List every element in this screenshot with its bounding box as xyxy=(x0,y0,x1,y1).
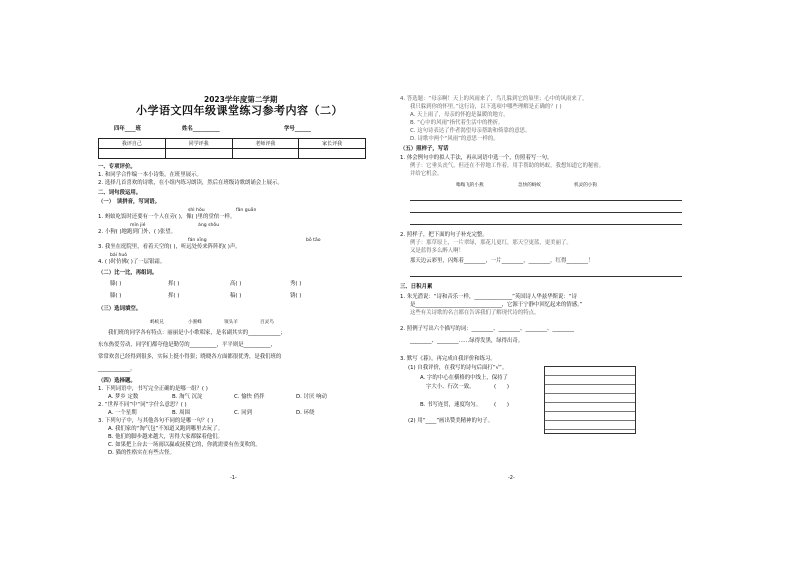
info-name: 姓名__________ xyxy=(182,126,220,132)
pinyin: bō tāo xyxy=(306,238,321,243)
mc-option: D. 环绕 xyxy=(296,410,315,416)
pinyin: fán xīng xyxy=(188,238,207,243)
eval-header-self: 我评自己 xyxy=(99,139,166,149)
recall-question: 1. 朱光潜说：“诗和音乐一样，______________”英国诗人华兹华斯说：“诗 xyxy=(400,294,577,300)
checkbox[interactable]: ( ) xyxy=(494,384,509,390)
fill-paragraph: ____________。 xyxy=(98,366,136,372)
writing-question: 那天边云彩里，闪烁着________，一片________，________，红得________！ xyxy=(410,258,594,264)
mc-option: A. 天上雨了，母亲的怀抱是温暖的地方。 xyxy=(410,112,509,118)
header-year: 2023学年度第二学期 xyxy=(204,95,278,104)
compare-cell: 秀( ) xyxy=(290,281,302,287)
mc-question: 1. 下列词语中，书写完全正确的是哪一组？( ) xyxy=(98,386,208,392)
subsection-5-title: （五）照样子，写话 xyxy=(400,146,449,152)
question-text: 我只躲到你的怀里。”这行诗，以下选项中哪些理解是正确的？( ) xyxy=(410,104,562,110)
self-eval-item: B. 书写连贯，速度均匀。 xyxy=(420,402,482,408)
pinyin: mǐn jié xyxy=(130,223,146,228)
pinyin-question: 3. 我坐在庭院里，看着天空的( )，听远处传来阵阵的( )声。 xyxy=(98,244,241,250)
word-choice: 领头羊 xyxy=(224,320,238,325)
eval-cell[interactable] xyxy=(165,149,232,159)
answer-line[interactable] xyxy=(410,212,682,213)
pinyin: shì hòu xyxy=(188,208,205,213)
info-grade: 四年____班 xyxy=(114,126,141,132)
info-id: 学号______ xyxy=(284,126,311,132)
mc-option: D. 讨厌 响动 xyxy=(296,394,327,400)
pinyin: áng shǒu xyxy=(198,223,220,228)
checkbox[interactable]: ( ) xyxy=(494,402,509,408)
page-title: 小学语文四年级课堂练习参考内容（二） xyxy=(136,104,343,117)
eval-header-parent: 家长评我 xyxy=(299,139,366,149)
pinyin-question: 4. ( )时仿佛( )了一层银霜。 xyxy=(98,259,166,265)
self-eval-item: 字大小、行次一致。 xyxy=(426,384,475,390)
pinyin: bái huò xyxy=(110,253,128,258)
self-eval-prompt: (2) 用“____”画出赞美精神的句子。 xyxy=(408,418,494,424)
mc-option: D. 诗歌中两个“风雨”的意思一样的。 xyxy=(410,136,499,142)
writing-example: 并给它机会。 xyxy=(410,171,443,177)
answer-line[interactable] xyxy=(410,200,682,201)
mc-option: A. 梦乡 定数 xyxy=(108,394,139,400)
compare-cell: 稿( ) xyxy=(230,293,242,299)
eval-cell[interactable] xyxy=(299,149,366,159)
writing-example: 例子：它垂头丧气，但还在不停地工作着，用手帮助的蚂蚁，我想知道它的秘密。 xyxy=(410,163,605,169)
section-1-title: 一、专项评价。 xyxy=(98,164,136,170)
mc-option: B. 周围 xyxy=(172,410,190,416)
mc-option: B. 他们的脚步越来越大，害得大家都躲着他们。 xyxy=(108,434,223,440)
subsection-4-title: （四）选择题。 xyxy=(98,378,136,384)
page-number: -1- xyxy=(230,475,237,481)
eval-cell[interactable] xyxy=(232,149,299,159)
compare-cell: 锈( ) xyxy=(290,293,302,299)
fill-paragraph: 我们班的同学各有特点：丽丽是小小歌唱家，是名副其实的____________； xyxy=(108,330,286,336)
mc-option: C. 同到 xyxy=(234,410,252,416)
page-number: -2- xyxy=(508,475,515,481)
right-page xyxy=(398,0,688,562)
fill-paragraph: 东东热爱劳动，同学们都夸他是勤劳的__________，平平则是__________， xyxy=(98,342,276,348)
recall-question: 2. 照例子写出六个描写的词：________、________、________、________ xyxy=(400,326,574,332)
writing-example: 又是蓝得多么醉人啊！ xyxy=(410,248,464,254)
word-choice: 嗡嗡飞的小燕 xyxy=(456,183,484,188)
answer-line[interactable] xyxy=(410,276,682,277)
eval-cell[interactable] xyxy=(99,149,166,159)
writing-prompt: 1. 体会例句中的拟人手法，再从词语中选一个，仿照着写一句。 xyxy=(400,155,553,161)
mc-option: B. “心中的风雨”指代着生活中的挫折。 xyxy=(410,120,504,126)
word-choice: 小蜜蜂 xyxy=(188,320,202,325)
compare-cell: 挥( ) xyxy=(168,293,180,299)
subsection-3-title: （三）选词填空。 xyxy=(98,306,142,312)
recall-question: ________、________……绿得发黑，绿得出奇。 xyxy=(410,338,524,344)
subsection-1-title: （一） 读拼音，写词语。 xyxy=(98,199,160,205)
compare-cell: 滕( ) xyxy=(110,281,122,287)
recall-question: 这些有关诗歌的名言都在告诉我们了解现代诗的特点。 xyxy=(410,310,540,316)
writing-grid[interactable] xyxy=(544,366,636,434)
section-1-item: 1. 和同学合作编一本小诗集，在班里展示。 xyxy=(98,172,202,178)
mc-option: D. 猫的性格实在有些古怪。 xyxy=(108,450,175,456)
mc-option: C. 如果把上台去一场雨以赢或抚摸它的，你就需要有鱼变吹的。 xyxy=(108,442,261,448)
recall-question: 3. 默写《暮》，再完成自我评价和练习。 xyxy=(400,356,496,362)
mc-option: B. 淘气 沉淀 xyxy=(172,394,203,400)
section-2-title: 二、词句段运用。 xyxy=(98,190,142,196)
fill-paragraph: 常常欢喜已经得到很多，实际上挺小得狠；晓晓各方面都很优秀，是我们班的 xyxy=(98,354,282,360)
question-text: 4. 答选题：“母亲啊！天上的风雨来了，鸟儿躲到它的巢里；心中的风雨来了， xyxy=(400,96,588,102)
pinyin-question: 2. 小狗( )地跑到门外，( )张望。 xyxy=(98,229,176,235)
subsection-2-title: （二）比一比，再组词。 xyxy=(98,270,158,276)
compare-cell: 高( ) xyxy=(230,281,242,287)
word-choice: 百灵鸟 xyxy=(260,320,274,325)
section-3-title: 三、日积月累 xyxy=(400,284,433,290)
mc-option: A. 一个星期 xyxy=(108,410,137,416)
answer-line[interactable] xyxy=(410,224,682,225)
self-eval-item: A. 字的中心在横格的中线上，保持了 xyxy=(420,375,508,381)
word-choice: 蚂蚁兄 xyxy=(150,320,164,325)
eval-header-peer: 同学评我 xyxy=(165,139,232,149)
mc-question: 2. “世界不同”中“同”字什么意思？( ) xyxy=(98,402,187,408)
section-1-item: 2. 选择几首喜欢的诗歌，在小组内练习朗读，然后在班级诗歌朗诵会上展示。 xyxy=(98,180,283,186)
mc-option: C. 愉快 俏拌 xyxy=(234,394,265,400)
mc-option: C. 这句诗表达了作者渴望母亲帮助和倚靠的意思。 xyxy=(410,128,531,134)
writing-prompt: 2. 照样子，把下面的句子补充完整。 xyxy=(400,232,488,238)
mc-option: A. 我们家的“淘气包”不知道又跑到哪里去玩了。 xyxy=(108,426,224,432)
eval-header-teacher: 老师评我 xyxy=(232,139,299,149)
evaluation-table xyxy=(98,138,366,159)
compare-cell: 挥( ) xyxy=(168,281,180,287)
pinyin-question: 1. 蚂蚁吃饭时还要有一个人在旁( )，像( )里的堂倌一样。 xyxy=(98,214,236,220)
left-page xyxy=(84,0,380,562)
pinyin: fǎn guān xyxy=(236,208,257,213)
mc-question: 3. 下列句子中，与其他各句不同的是哪一句？( ) xyxy=(98,418,214,424)
recall-question: 是________________________________，它源于宁静中回忆起来的情感。” xyxy=(410,302,583,308)
word-choice: 急快的蚂蚁 xyxy=(518,183,541,188)
compare-cell: 滕( ) xyxy=(110,293,122,299)
word-choice: 机灵的小狗 xyxy=(574,183,597,188)
self-eval-prompt: (1) 自我评价，在我写的诗句后面打“√”。 xyxy=(408,365,508,371)
writing-example: 例子：那草原上，一片翠绿，那花儿更红，那天空更蓝，更美丽了。 xyxy=(410,240,572,246)
